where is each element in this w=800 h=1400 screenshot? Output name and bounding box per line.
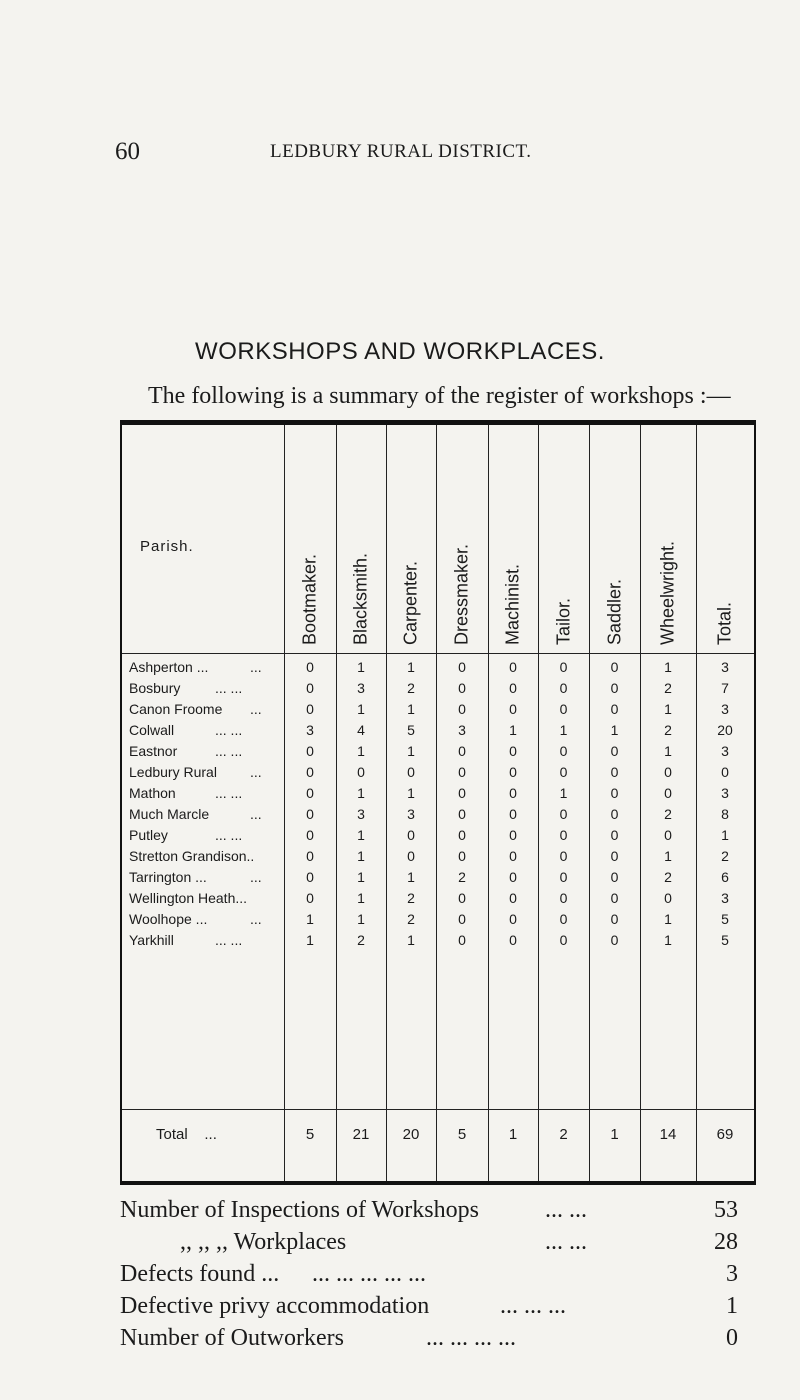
leader-dots: ... ... ... — [500, 1293, 566, 1319]
summary-value: 53 — [714, 1197, 738, 1223]
parish-column-header: Parish. — [140, 538, 194, 555]
summary-label: ,, ,, ,, Workplaces — [180, 1229, 347, 1255]
table-cell: 0 — [458, 806, 466, 822]
table-row — [122, 784, 754, 803]
parish-name: Ashperton ... — [129, 659, 209, 675]
table-cell: 0 — [306, 827, 314, 843]
table-cell: 1 — [357, 743, 365, 759]
parish-name: Woolhope ... — [129, 911, 208, 927]
table-cell: 1 — [306, 911, 314, 927]
table-cell: 0 — [559, 911, 568, 927]
leader-dots: ... — [250, 806, 262, 822]
table-cell: 0 — [664, 890, 672, 906]
table-cell: 1 — [357, 701, 365, 717]
parish-name: Much Marcle — [129, 806, 210, 822]
table-cell: 6 — [721, 869, 729, 885]
table-cell: 0 — [664, 764, 672, 780]
table-cell: 0 — [407, 848, 415, 864]
workshop-register-table — [120, 420, 756, 1185]
table-cell: 0 — [610, 806, 619, 822]
summary-row — [120, 1261, 770, 1293]
parish-name: Colwall — [129, 722, 175, 738]
table-cell: 0 — [509, 890, 517, 906]
table-cell: 5 — [721, 932, 729, 948]
section-title: WORKSHOPS AND WORKPLACES. — [195, 338, 605, 365]
summary-label: Defects found ... — [120, 1261, 280, 1287]
total-cell: 1 — [610, 1126, 619, 1143]
table-cell: 0 — [509, 659, 517, 675]
table-cell: 7 — [721, 680, 729, 696]
column-header: Tailor. — [553, 597, 573, 645]
table-cell: 3 — [458, 722, 466, 738]
parish-name: Tarrington ... — [129, 869, 207, 885]
leader-dots: ... — [250, 764, 262, 780]
table-cell: 1 — [407, 701, 415, 717]
leader-dots: ... ... — [215, 743, 243, 759]
table-cell: 0 — [509, 743, 517, 759]
table-cell: 0 — [559, 659, 568, 675]
table-cell: 0 — [458, 785, 466, 801]
table-cell: 0 — [407, 764, 415, 780]
table-row — [122, 847, 754, 866]
total-cell: 20 — [402, 1126, 420, 1143]
table-cell: 0 — [559, 827, 568, 843]
table-row — [122, 721, 754, 740]
table-cell: 0 — [357, 764, 365, 780]
table-cell: 0 — [610, 701, 619, 717]
leader-dots: ... ... — [215, 785, 243, 801]
summary-row — [120, 1229, 770, 1261]
table-cell: 0 — [306, 890, 314, 906]
table-cell: 1 — [357, 659, 365, 675]
table-cell: 1 — [721, 827, 729, 843]
parish-name: Stretton Grandison.. — [129, 848, 255, 864]
leader-dots: ... ... — [545, 1197, 587, 1223]
table-cell: 2 — [407, 680, 415, 696]
table-cell: 8 — [721, 806, 729, 822]
leader-dots: ... ... — [545, 1229, 587, 1255]
intro-text: The following is a summary of the register of workshops :— — [148, 383, 731, 409]
table-cell: 0 — [610, 932, 619, 948]
table-cell: 0 — [306, 701, 314, 717]
table-cell: 1 — [664, 911, 672, 927]
column-header: Carpenter. — [400, 560, 421, 645]
total-rule — [122, 1109, 754, 1110]
table-cell: 3 — [357, 806, 365, 822]
table-cell: 0 — [610, 680, 619, 696]
table-cell: 0 — [721, 764, 729, 780]
table-cell: 0 — [559, 932, 568, 948]
leader-dots: ... — [250, 701, 262, 717]
parish-name: Ledbury Rural — [129, 764, 217, 780]
leader-dots: ... — [250, 659, 262, 675]
total-cell: 5 — [305, 1126, 315, 1143]
table-cell: 5 — [721, 911, 729, 927]
table-cell: 3 — [721, 785, 729, 801]
table-row — [122, 805, 754, 824]
table-cell: 0 — [458, 827, 466, 843]
table-cell: 1 — [664, 659, 672, 675]
table-cell: 1 — [407, 932, 415, 948]
table-cell: 0 — [610, 785, 619, 801]
table-cell: 1 — [664, 701, 672, 717]
total-cell: 14 — [659, 1126, 677, 1143]
column-header: Bootmaker. — [299, 553, 320, 645]
total-row — [122, 1125, 754, 1144]
total-label: Total ... — [156, 1126, 217, 1143]
table-cell: 0 — [610, 827, 619, 843]
summary-row — [120, 1197, 770, 1229]
table-cell: 0 — [559, 806, 568, 822]
table-cell: 0 — [458, 764, 466, 780]
table-cell: 0 — [306, 659, 314, 675]
table-cell: 20 — [717, 722, 733, 738]
column-header: Blacksmith. — [350, 552, 371, 645]
table-cell: 1 — [664, 932, 672, 948]
header-rule — [122, 653, 754, 654]
table-row — [122, 910, 754, 929]
table-cell: 0 — [458, 932, 466, 948]
running-title: LEDBURY RURAL DISTRICT. — [270, 141, 532, 162]
parish-name: Canon Froome — [129, 701, 223, 717]
table-cell: 0 — [509, 785, 517, 801]
table-cell: 0 — [458, 848, 466, 864]
column-header: Total. — [714, 601, 735, 645]
total-cell: 2 — [559, 1126, 568, 1143]
table-cell: 2 — [664, 680, 672, 696]
total-cell: 69 — [716, 1126, 734, 1143]
table-cell: 0 — [509, 680, 517, 696]
summary-row — [120, 1325, 770, 1357]
table-cell: 0 — [458, 890, 466, 906]
parish-name: Wellington Heath... — [129, 890, 248, 906]
table-cell: 0 — [559, 701, 568, 717]
table-cell: 0 — [306, 785, 314, 801]
parish-name: Bosbury — [129, 680, 181, 696]
table-cell: 1 — [559, 785, 568, 801]
table-cell: 3 — [407, 806, 415, 822]
table-cell: 3 — [357, 680, 365, 696]
summary-value: 1 — [726, 1293, 738, 1319]
table-cell: 1 — [610, 722, 619, 738]
total-cell: 1 — [508, 1126, 518, 1143]
table-cell: 0 — [509, 911, 517, 927]
table-cell: 0 — [458, 701, 466, 717]
total-cell: 5 — [457, 1126, 467, 1143]
leader-dots: ... ... ... ... ... — [312, 1261, 426, 1287]
table-cell: 5 — [407, 722, 415, 738]
table-cell: 1 — [357, 827, 365, 843]
table-cell: 0 — [306, 680, 314, 696]
table-cell: 1 — [357, 890, 365, 906]
table-cell: 2 — [357, 932, 365, 948]
table-cell: 0 — [306, 869, 314, 885]
summary-row — [120, 1293, 770, 1325]
table-cell: 0 — [509, 869, 517, 885]
table-cell: 2 — [458, 869, 466, 885]
table-cell: 0 — [306, 743, 314, 759]
column-header: Saddler. — [604, 578, 624, 645]
table-cell: 0 — [610, 659, 619, 675]
table-cell: 0 — [458, 659, 466, 675]
table-cell: 1 — [306, 932, 314, 948]
table-cell: 2 — [407, 911, 415, 927]
table-cell: 3 — [721, 701, 729, 717]
table-cell: 1 — [357, 848, 365, 864]
summary-value: 0 — [726, 1325, 738, 1351]
column-header: Dressmaker. — [451, 543, 472, 645]
table-row — [122, 931, 754, 950]
table-row — [122, 700, 754, 719]
table-cell: 3 — [721, 743, 729, 759]
leader-dots: ... — [250, 869, 262, 885]
table-cell: 2 — [664, 869, 672, 885]
table-row — [122, 742, 754, 761]
column-header: Machinist. — [502, 563, 523, 645]
table-cell: 0 — [509, 764, 517, 780]
table-cell: 0 — [458, 743, 466, 759]
summary-value: 3 — [726, 1261, 738, 1287]
table-cell: 1 — [407, 869, 415, 885]
leader-dots: ... ... — [215, 680, 243, 696]
table-cell: 2 — [664, 806, 672, 822]
table-cell: 2 — [721, 848, 729, 864]
column-header: Wheelwright. — [657, 540, 678, 645]
parish-name: Yarkhill — [129, 932, 174, 948]
table-cell: 0 — [306, 764, 314, 780]
table-cell: 0 — [509, 848, 517, 864]
table-cell: 0 — [559, 869, 568, 885]
table-cell: 0 — [407, 827, 415, 843]
leader-dots: ... ... — [215, 827, 243, 843]
table-cell: 0 — [610, 911, 619, 927]
leader-dots: ... — [250, 911, 262, 927]
table-cell: 1 — [407, 785, 415, 801]
parish-name: Eastnor — [129, 743, 178, 759]
summary-label: Number of Outworkers — [120, 1325, 344, 1351]
table-cell: 0 — [559, 764, 568, 780]
table-cell: 1 — [509, 722, 517, 738]
leader-dots: ... ... — [215, 722, 243, 738]
parish-name: Putley — [129, 827, 168, 843]
table-row — [122, 679, 754, 698]
parish-name: Mathon — [129, 785, 176, 801]
table-cell: 0 — [509, 932, 517, 948]
table-row — [122, 826, 754, 845]
leader-dots: ... ... — [215, 932, 243, 948]
table-cell: 0 — [458, 680, 466, 696]
table-cell: 1 — [357, 869, 365, 885]
table-cell: 1 — [407, 743, 415, 759]
table-cell: 0 — [664, 827, 672, 843]
table-row — [122, 658, 754, 677]
table-cell: 3 — [721, 659, 729, 675]
table-cell: 0 — [559, 680, 568, 696]
summary-label: Defective privy accommodation — [120, 1293, 430, 1319]
table-cell: 0 — [559, 743, 568, 759]
leader-dots: ... ... ... ... — [426, 1325, 516, 1351]
table-cell: 0 — [509, 701, 517, 717]
page-number: 60 — [115, 138, 140, 165]
table-cell: 1 — [559, 722, 568, 738]
table-row — [122, 763, 754, 782]
table-cell: 0 — [509, 827, 517, 843]
table-cell: 0 — [610, 848, 619, 864]
summary-value: 28 — [714, 1229, 738, 1255]
table-cell: 0 — [559, 890, 568, 906]
table-cell: 0 — [458, 911, 466, 927]
table-cell: 0 — [664, 785, 672, 801]
table-row — [122, 889, 754, 908]
table-cell: 1 — [664, 743, 672, 759]
table-cell: 2 — [664, 722, 672, 738]
table-row — [122, 868, 754, 887]
table-cell: 0 — [610, 890, 619, 906]
table-cell: 4 — [357, 722, 365, 738]
table-cell: 1 — [664, 848, 672, 864]
table-cell: 1 — [407, 659, 415, 675]
table-cell: 0 — [610, 869, 619, 885]
table-cell: 1 — [357, 911, 365, 927]
table-cell: 0 — [306, 848, 314, 864]
summary-label: Number of Inspections of Workshops — [120, 1197, 479, 1223]
table-cell: 0 — [610, 764, 619, 780]
table-cell: 0 — [509, 806, 517, 822]
table-cell: 3 — [306, 722, 314, 738]
table-cell: 0 — [559, 848, 568, 864]
total-cell: 21 — [352, 1126, 370, 1143]
table-cell: 0 — [610, 743, 619, 759]
table-cell: 3 — [721, 890, 729, 906]
table-cell: 1 — [357, 785, 365, 801]
table-cell: 2 — [407, 890, 415, 906]
table-cell: 0 — [306, 806, 314, 822]
